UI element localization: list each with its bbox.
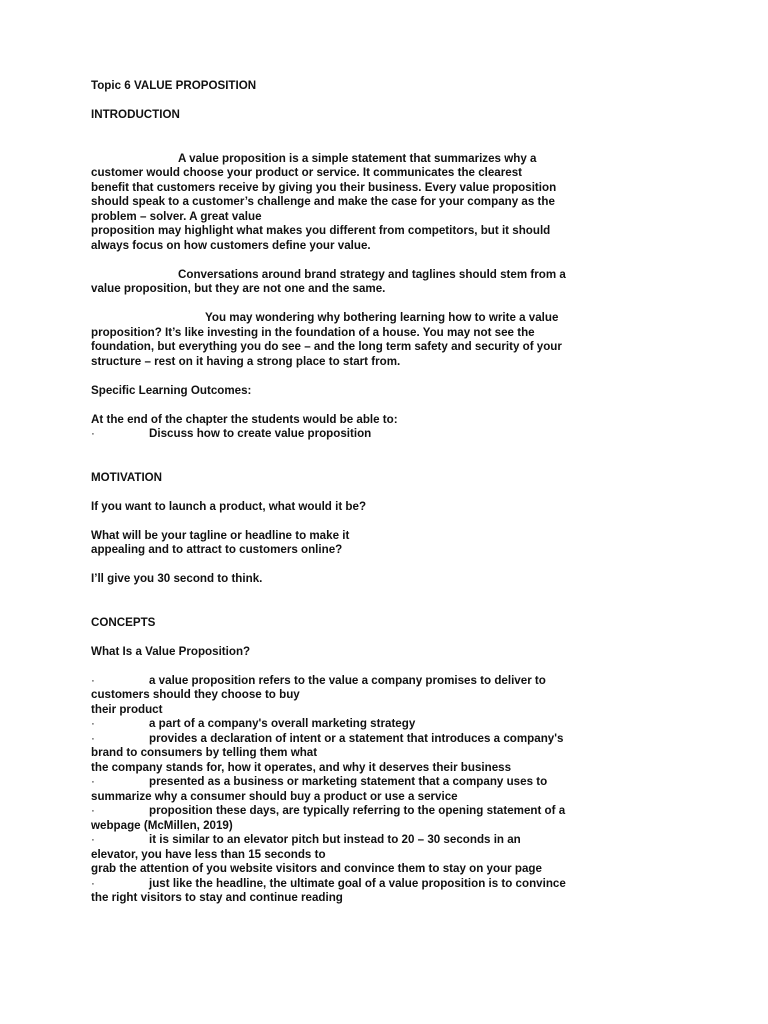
concept-item-first-line: a part of a company's overall marketing strategy (149, 717, 416, 730)
bullet-dot: · (91, 717, 95, 730)
concept-item-continuation: the right visitors to stay and continue reading (91, 891, 343, 904)
concept-item (91, 877, 691, 906)
concept-item-continuation: customers should they choose to buy their product (91, 688, 300, 716)
concept-item (91, 775, 691, 804)
bullet-dot: · (91, 804, 95, 817)
concept-item-continuation: summarize why a consumer should buy a product or use a service (91, 789, 458, 803)
concepts-heading: CONCEPTS (91, 615, 156, 629)
motivation-heading: MOTIVATION (91, 470, 163, 484)
bullet-dot: · (91, 427, 95, 440)
learning-outcome-text: Discuss how to create value proposition (149, 427, 372, 440)
motivation-question-2: What will be your tagline or headline to make it appealing and to attract to customers online? (91, 528, 350, 556)
concept-item-first-line: just like the headline, the ultimate goal of a value proposition is to convince (149, 876, 566, 890)
concept-item (91, 804, 691, 833)
document-page (91, 79, 691, 906)
concepts-list (91, 674, 691, 906)
concept-item-first-line: proposition these days, are typically referring to the opening statement of a (149, 804, 566, 817)
learning-outcomes-heading: Specific Learning Outcomes: (91, 383, 252, 397)
motivation-question-1: If you want to launch a product, what would it be? (91, 499, 367, 513)
concept-item (91, 833, 691, 877)
concept-item-first-line: a value proposition refers to the value a company promises to deliver to (149, 673, 546, 687)
introduction-paragraph-3: You may wondering why bothering learning how to write a value proposition? It’s like investing in the foundation of a house. You may not see the foundation, but everything you do see – and the long term safety and security of your structure – rest on it having a strong place to start from. (91, 311, 562, 368)
learning-outcomes-lead: At the end of the chapter the students would be able to: (91, 412, 398, 426)
introduction-paragraph-2: Conversations around brand strategy and taglines should stem from a value proposition, but they are not one and the same. (91, 267, 566, 295)
concept-item (91, 717, 691, 732)
bullet-dot: · (91, 833, 95, 846)
bullet-dot: · (91, 775, 95, 788)
concept-item-first-line: it is similar to an elevator pitch but instead to 20 – 30 seconds in an (149, 833, 521, 846)
concept-item-continuation: brand to consumers by telling them what the company stands for, how it operates, and why it deserves their business (91, 746, 512, 774)
concept-item (91, 732, 691, 776)
concept-item (91, 674, 691, 718)
bullet-dot: · (91, 731, 95, 745)
concept-item-first-line: provides a declaration of intent or a statement that introduces a company's (149, 731, 564, 745)
document-title: Topic 6 VALUE PROPOSITION (91, 79, 257, 92)
introduction-paragraph-1: A value proposition is a simple statement that summarizes why a customer would choose your product or service. It communicates the clearest benefit that customers receive by giving you their business. Every value proposition should speak to a customer’s challenge and make the case for your company as the problem – solver. A great value proposition may highlight what makes you different from competitors, but it should always focus on how customers define your value. (91, 151, 557, 252)
introduction-heading: INTRODUCTION (91, 108, 180, 121)
concept-item-continuation: elevator, you have less than 15 seconds to grab the attention of you website visitors and convince them to stay on your page (91, 847, 542, 875)
bullet-dot: · (91, 673, 95, 687)
bullet-dot: · (91, 876, 95, 890)
learning-outcome-item (91, 427, 691, 442)
concept-item-first-line: presented as a business or marketing statement that a company uses to (149, 775, 548, 788)
concept-item-continuation: webpage (McMillen, 2019) (91, 818, 233, 832)
concepts-subheading: What Is a Value Proposition? (91, 644, 251, 658)
motivation-question-3: I’ll give you 30 second to think. (91, 572, 263, 585)
